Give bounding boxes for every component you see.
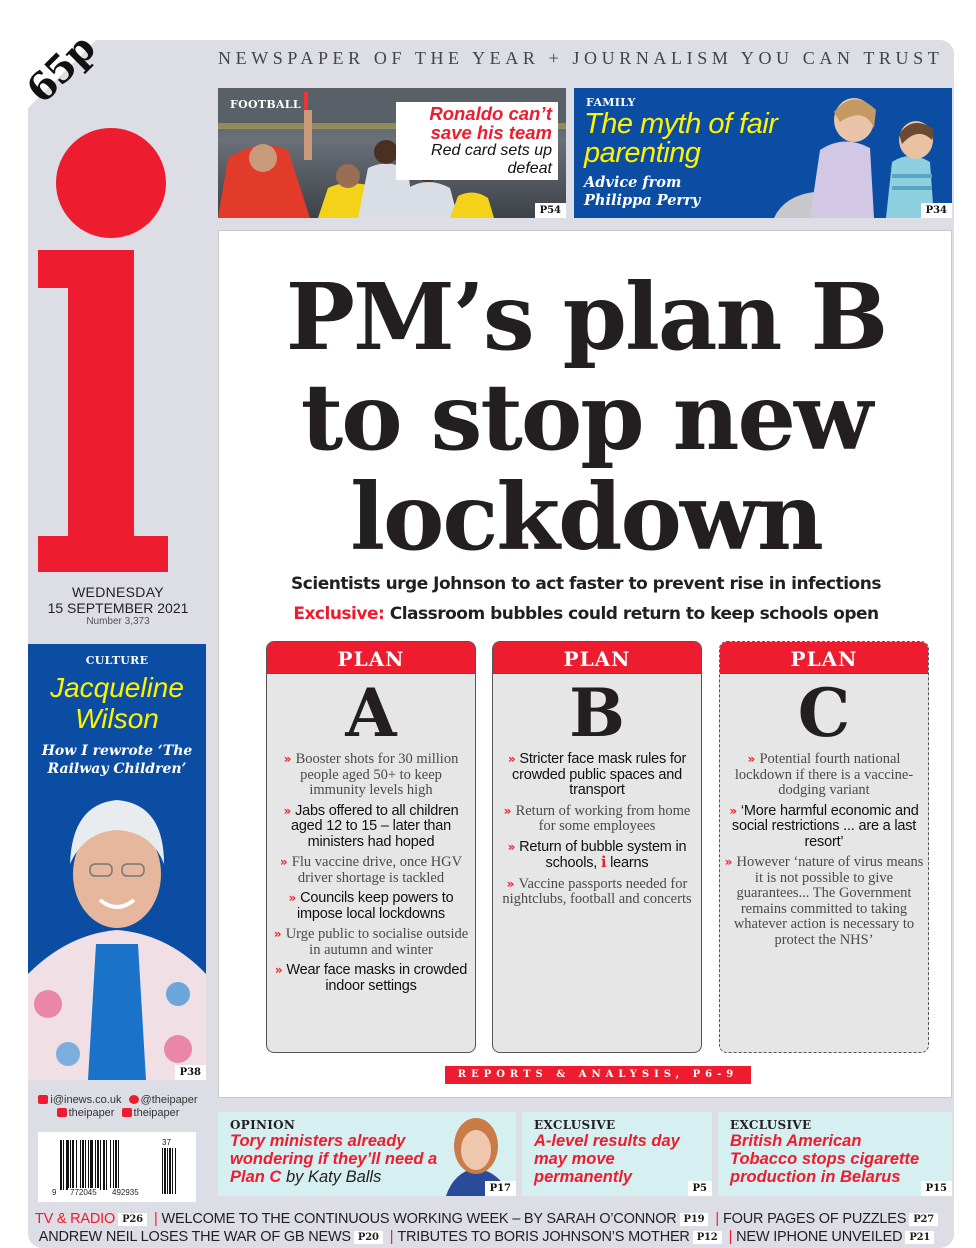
exclusive-text: Classroom bubbles could return to keep schools open <box>389 604 879 624</box>
inside-line-1 <box>30 1210 946 1228</box>
contacts-line-1 <box>28 1094 208 1107</box>
issue-number: Number 3,373 <box>86 616 150 627</box>
contact-twitter[interactable]: @theipaper <box>140 1094 198 1106</box>
barcode-right: 492935 <box>112 1188 139 1197</box>
contact-facebook[interactable]: theipaper <box>68 1107 115 1119</box>
teaser-football[interactable] <box>218 88 566 218</box>
plan-point <box>271 927 471 958</box>
inside-item-text[interactable]: TRIBUTES TO BORIS JOHNSON’S MOTHER <box>397 1229 690 1245</box>
plan-point <box>271 963 471 994</box>
inside-line-2 <box>30 1228 946 1246</box>
plan-point <box>724 804 924 851</box>
bat-kicker: EXCLUSIVE <box>730 1118 812 1132</box>
twitter-icon <box>129 1095 139 1104</box>
barcode-bar <box>110 1140 111 1190</box>
email-icon <box>38 1095 48 1104</box>
chevron-right-icon: » <box>507 839 520 854</box>
alevel-page-ref: P5 <box>688 1181 712 1196</box>
plan-point <box>724 855 924 948</box>
facebook-icon <box>57 1108 67 1117</box>
inside-item-page: P26 <box>118 1213 147 1226</box>
barcode-bar <box>88 1140 89 1190</box>
teaser-culture[interactable] <box>28 644 206 1080</box>
price: 65p <box>17 25 104 112</box>
culture-kicker: CULTURE <box>85 654 149 667</box>
plan-point <box>271 804 471 851</box>
chevron-right-icon: » <box>507 752 520 766</box>
headline-line: to stop new <box>300 363 872 471</box>
plan-point-text: Wear face masks in crowded indoor settings <box>286 962 468 994</box>
plan-letter: C <box>797 674 851 752</box>
plan-point <box>724 752 924 799</box>
chevron-right-icon: » <box>279 855 292 869</box>
plan-point-text: Return of bubble system in schools, <box>519 838 687 871</box>
plan-point-text: Booster shots for 30 million people aged 50+ to keep immunity levels high <box>295 751 459 798</box>
bat-headline: British American Tobacco stops cigarette production in Belarus <box>730 1132 920 1186</box>
football-subhead: Red card sets up defeat <box>431 142 552 177</box>
opinion-page-ref: P17 <box>485 1181 516 1196</box>
chevron-right-icon: » <box>506 876 519 891</box>
barcode-bar <box>90 1140 93 1190</box>
culture-page-ref: P38 <box>175 1065 206 1080</box>
separator: | <box>153 1211 158 1227</box>
opinion-byline: by Katy Balls <box>285 1168 382 1186</box>
barcode-addon: 37 <box>162 1138 171 1147</box>
barcode-bar <box>118 1140 119 1190</box>
barcode-bar <box>63 1140 64 1190</box>
inside-item-text[interactable]: FOUR PAGES OF PUZZLES <box>722 1211 907 1227</box>
plan-b-card <box>492 641 702 1053</box>
contact-instagram[interactable]: theipaper <box>133 1107 180 1119</box>
plan-point <box>497 840 697 872</box>
inside-item-page: P27 <box>909 1213 938 1226</box>
plan-point-text: However ‘nature of virus means it is not possible to give guarantees... The Government remains committed to taking whatever action is necessary to protect the NHS’ <box>733 854 924 948</box>
barcode-bar <box>103 1140 105 1190</box>
inside-item-text[interactable]: WELCOME TO THE CONTINUOUS WORKING WEEK – BY SARAH O’CONNOR <box>161 1211 677 1227</box>
standfirst <box>219 569 953 629</box>
separator: | <box>715 1211 719 1227</box>
teaser-exclusive-alevel[interactable] <box>522 1112 712 1196</box>
plan-point-text: ‘More harmful economic and social restrictions ... are a last resort’ <box>731 802 919 850</box>
headline-line: PM’s plan B <box>285 263 887 371</box>
barcode-addon-bar <box>167 1148 168 1194</box>
plan-point <box>271 855 471 886</box>
plan-point-text: Urge public to socialise outside in autumn and winter <box>285 926 469 958</box>
culture-subhead: How I rewrote ‘The Railway Children’ <box>41 743 193 777</box>
opinion-kicker: OPINION <box>230 1118 296 1132</box>
plan-point-text: Vaccine passports needed for nightclubs, football and concerts <box>502 875 692 907</box>
date-day: WEDNESDAY <box>72 584 164 600</box>
plan-point-text: Potential fourth national lockdown if there is a vaccine-dodging variant <box>734 751 914 798</box>
barcode-bar <box>80 1140 81 1190</box>
chevron-right-icon: » <box>724 855 737 869</box>
inside-item-text[interactable]: TV & RADIO <box>34 1211 116 1227</box>
barcode-bar <box>70 1140 71 1190</box>
plan-point-text: Councils keep powers to impose local lockdowns <box>297 890 454 922</box>
chevron-right-icon: » <box>273 927 286 941</box>
contacts-line-2 <box>28 1107 208 1120</box>
plan-point <box>497 752 697 799</box>
barcode-addon-bar <box>169 1148 171 1194</box>
barcode-bar <box>66 1140 69 1190</box>
football-text-box <box>396 102 558 180</box>
opinion-headline-text: Tory ministers already wondering if they’ll need a Plan C <box>230 1132 438 1186</box>
plan-point-text: Stricter face mask rules for crowded public spaces and transport <box>512 751 687 798</box>
dateline <box>28 584 208 627</box>
barcode-addon-bar <box>162 1148 163 1194</box>
main-headline[interactable] <box>219 263 953 571</box>
reports-analysis-bar[interactable]: REPORTS & ANALYSIS, P6-9 <box>445 1066 751 1084</box>
inside-item-page: P20 <box>354 1231 383 1244</box>
plan-point <box>497 877 697 908</box>
inside-page-lines <box>30 1210 946 1246</box>
chevron-right-icon: » <box>283 803 296 818</box>
plan-letter: B <box>569 674 625 752</box>
barcode-bar <box>113 1140 114 1190</box>
plan-tab: PLAN <box>720 642 928 674</box>
contact-email[interactable]: i@inews.co.uk <box>50 1094 122 1106</box>
plan-points <box>720 752 928 948</box>
barcode-bar <box>82 1140 84 1190</box>
plan-a-card <box>266 641 476 1053</box>
barcode-prefix: 9 <box>52 1188 57 1197</box>
barcode-bar <box>100 1140 101 1190</box>
chevron-right-icon: » <box>503 803 516 818</box>
inside-item-page: P19 <box>680 1213 709 1226</box>
teaser-family[interactable] <box>574 88 952 218</box>
plan-point-text: Flu vaccine drive, once HGV driver shortage is tackled <box>291 854 463 886</box>
main-story <box>218 230 952 1098</box>
chevron-right-icon: » <box>729 803 741 818</box>
logo-i-stem <box>38 250 168 572</box>
family-page-ref: P34 <box>921 203 952 218</box>
football-headline: Ronaldo can’t save his team <box>429 103 552 143</box>
date-full: 15 SEPTEMBER 2021 <box>47 600 189 616</box>
barcode-bar <box>60 1140 62 1190</box>
family-kicker: FAMILY <box>586 96 636 109</box>
barcode-bar <box>97 1140 99 1190</box>
football-page-ref: P54 <box>535 203 566 218</box>
plan-point-suffix: learns <box>610 855 649 871</box>
plan-c-card <box>719 641 929 1053</box>
football-kicker: FOOTBALL <box>230 98 301 111</box>
plan-point <box>497 804 697 835</box>
plan-points <box>493 752 701 908</box>
family-subhead: Advice from Philippa Perry <box>584 174 701 209</box>
barcode-bar <box>95 1140 96 1190</box>
barcode <box>38 1132 196 1202</box>
chevron-right-icon: » <box>288 891 301 905</box>
barcode-bar <box>115 1140 117 1190</box>
inside-item-text[interactable]: ANDREW NEIL LOSES THE WAR OF GB NEWS <box>38 1229 351 1245</box>
family-headline: The myth of fair parenting <box>584 108 778 169</box>
plan-point-text: Jabs offered to all children aged 12 to 15 – later than ministers had hoped <box>290 802 459 850</box>
barcode-bar <box>85 1140 86 1190</box>
standfirst-line: Scientists urge Johnson to act faster to prevent rise in infections <box>291 574 881 594</box>
barcode-bar <box>76 1140 77 1190</box>
instagram-icon <box>122 1108 132 1117</box>
barcode-addon-bar <box>175 1148 176 1194</box>
bat-page-ref: P15 <box>921 1181 952 1196</box>
chevron-right-icon: » <box>274 963 287 977</box>
exclusive-label: Exclusive: <box>293 604 385 624</box>
separator: | <box>728 1229 733 1245</box>
plan-point <box>271 752 471 799</box>
inside-item-page: P21 <box>905 1231 934 1244</box>
plan-point <box>271 891 471 922</box>
alevel-kicker: EXCLUSIVE <box>534 1118 616 1132</box>
teaser-opinion[interactable] <box>218 1112 516 1196</box>
chevron-right-icon: » <box>747 752 760 766</box>
plan-tab: PLAN <box>493 642 701 674</box>
opinion-headline <box>230 1132 440 1186</box>
tagline: NEWSPAPER OF THE YEAR + JOURNALISM YOU CAN TRUST <box>218 48 944 68</box>
barcode-bar <box>72 1140 74 1190</box>
barcode-addon-bar <box>164 1148 166 1194</box>
separator: | <box>389 1229 394 1245</box>
culture-headline: Jacqueline Wilson <box>50 672 184 734</box>
teaser-exclusive-bat[interactable] <box>718 1112 952 1196</box>
plan-tab: PLAN <box>267 642 475 674</box>
chevron-right-icon: » <box>283 752 296 766</box>
plan-letter: A <box>345 674 397 752</box>
alevel-headline: A-level results day may move permanently <box>534 1132 680 1186</box>
plan-point-text: Return of working from home for some employees <box>515 802 691 834</box>
exclusive-line <box>219 599 953 629</box>
price-flash <box>0 0 150 150</box>
barcode-addon-bar <box>172 1148 173 1194</box>
barcode-left: 772045 <box>70 1188 97 1197</box>
brand-i: i <box>600 854 607 871</box>
inside-item-page: P12 <box>693 1231 722 1244</box>
inside-item-text[interactable]: NEW IPHONE UNVEILED <box>736 1229 903 1245</box>
barcode-bar <box>106 1140 107 1190</box>
plan-points <box>267 752 475 994</box>
headline-line: lockdown <box>350 463 822 571</box>
contacts <box>28 1094 208 1120</box>
